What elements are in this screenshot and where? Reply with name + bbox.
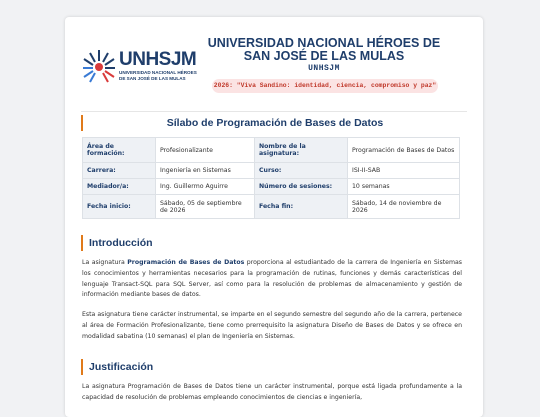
table-row bbox=[83, 138, 460, 163]
document-header bbox=[65, 17, 483, 107]
end-date-label: Fecha fin: bbox=[255, 195, 348, 219]
intro-p1-end: proporciona al estudiantado de la carrera de Ingeniería en Sistemas los conocimientos y herramientas necesarios para la programación de rutinas, funciones y demás características del lenguaje Transact-SQL para SQL Server, así como para la resolución de problemas de almacenamiento y gestión de información mediante bases de datos. bbox=[82, 259, 462, 299]
syllabus-page bbox=[65, 17, 483, 417]
justification-heading: Justificación bbox=[81, 359, 465, 375]
logo-emblem-icon bbox=[81, 47, 117, 87]
mediator-label: Mediador/a: bbox=[83, 179, 156, 195]
document-title: Sílabo de Programación de Bases de Datos bbox=[81, 115, 467, 131]
career-value: Ingeniería en Sistemas bbox=[156, 163, 255, 179]
area-label: Área de formación: bbox=[83, 138, 156, 163]
table-row bbox=[83, 163, 460, 179]
university-abbreviation: UNHSJM bbox=[308, 64, 340, 73]
sessions-label: Número de sesiones: bbox=[255, 179, 348, 195]
table-row bbox=[83, 179, 460, 195]
logo-subtitle: UNIVERSIDAD NACIONAL HÉROES DE SAN JOSÉ DE LAS MULAS bbox=[119, 70, 197, 81]
start-date-label: Fecha inicio: bbox=[83, 195, 156, 219]
intro-paragraph-1 bbox=[82, 258, 462, 301]
course-info-table bbox=[82, 137, 460, 219]
career-label: Carrera: bbox=[83, 163, 156, 179]
table-row bbox=[83, 195, 460, 219]
sessions-value: 10 semanas bbox=[348, 179, 460, 195]
university-logo bbox=[81, 45, 195, 99]
justification-paragraph-1: La asignatura Programación de Bases de Datos tiene un carácter instrumental, porque está ligada profundamente a la capacidad de resolución de problemas empleando conocimientos de ciencias e ingeniería, bbox=[82, 383, 462, 401]
year-motto-badge: 2026: "Viva Sandino: identidad, ciencia, compromiso y paz" bbox=[212, 79, 438, 93]
mediator-value: Ing. Guillermo Aguirre bbox=[156, 179, 255, 195]
subject-label: Nombre de la asignatura: bbox=[255, 138, 348, 163]
course-label: Curso: bbox=[255, 163, 348, 179]
intro-p1-subject: Programación de Bases de Datos bbox=[127, 259, 245, 266]
header-divider bbox=[81, 111, 467, 112]
start-date-value: Sábado, 05 de septiembre de 2026 bbox=[156, 195, 255, 219]
course-value: ISI-II-SAB bbox=[348, 163, 460, 179]
intro-heading: Introducción bbox=[81, 235, 465, 251]
area-value: Profesionalizante bbox=[156, 138, 255, 163]
end-date-value: Sábado, 14 de noviembre de 2026 bbox=[348, 195, 460, 219]
intro-p1-start: La asignatura bbox=[82, 259, 128, 266]
university-name: UNIVERSIDAD NACIONAL HÉROES DE SAN JOSÉ DE LAS MULAS bbox=[207, 36, 441, 63]
subject-value: Programación de Bases de Datos bbox=[348, 138, 460, 163]
logo-wordmark: UNHSJM bbox=[119, 49, 197, 70]
intro-paragraph-2: Esta asignatura tiene carácter instrumental, se imparte en el segundo semestre del segundo año de la carrera, pertenece al área de Formación Profesionalizante, tiene como prerrequisito la asignatura Diseño de Bases de Datos y se ofrece en modalidad sabatina (10 semanas) el plan de Ingeniería en Sistemas. bbox=[82, 311, 462, 340]
